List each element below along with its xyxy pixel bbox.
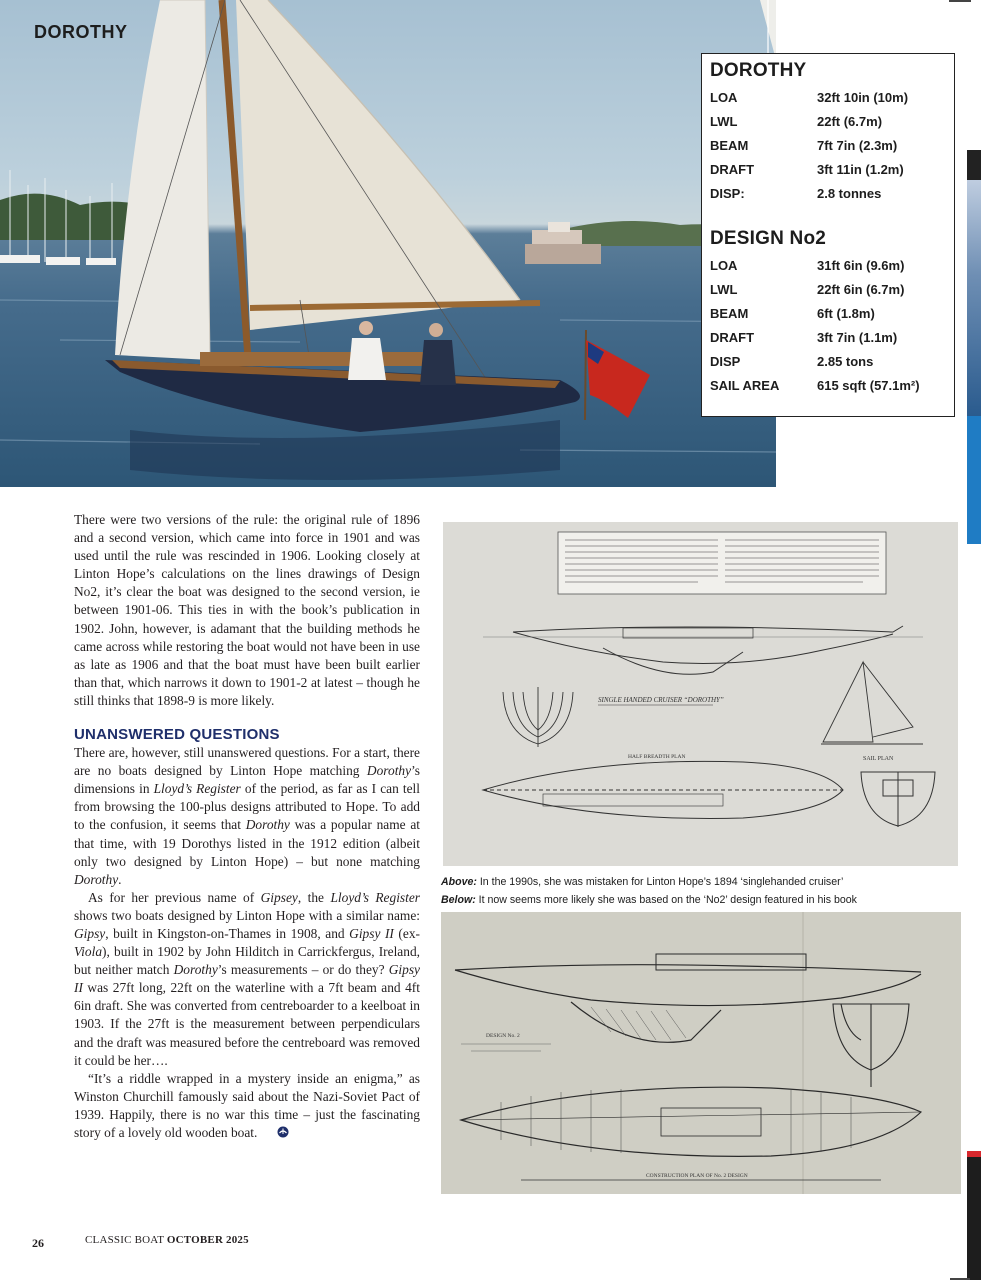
section-heading: UNANSWERED QUESTIONS [74,726,280,744]
spec-row [710,326,954,350]
spec-value: 2.8 tonnes [817,186,882,201]
side-tab-black [967,1157,981,1280]
text-run: ), built in 1902 by John Hilditch in Carrickfergus, Ireland, but neither match [74,944,420,978]
spec-label: DRAFT [710,330,755,345]
caption-text: It now seems more likely she was based on the ‘No2’ design featured in his book [475,894,857,906]
boat-name: Viola [74,944,103,960]
image-captions [441,873,961,909]
photo-caption: DOROTHY [34,22,128,42]
spec-title-design-no2: DESIGN No2 [710,228,827,249]
paragraph-rule-versions: There were two versions of the rule: the original rule of 1896 and a second version, which came into force in 1901 and was used until the rule was rescinded in 1906. Looking closely at Linton Hope’s calculations on the lines drawings of Design No2, it’s clear the boat was designed to the second version, ie between 1901-06. This ties in with the book’s publication in 1902. John, however, is adamant that the building methods he came across while restoring the boat would not have been in use as late as 1906 and that the boat must have been built earlier than that, which narrows it down to 1901-2 at latest – though he still thinks that 1898-9 is more likely. [74,512,420,708]
boat-name: Dorothy [245,817,290,833]
crop-mark [949,0,971,2]
drawing-title: SINGLE HANDED CRUISER “DOROTHY” [598,696,724,704]
spec-title-dorothy: DOROTHY [710,60,807,81]
spec-row [710,278,954,302]
boat-name: Gipsey [260,889,298,905]
spec-value: 6ft (1.8m) [817,306,875,321]
text-run: . [118,871,122,887]
text-run: shows two boats designed by Linton Hope with a similar name: [74,907,420,923]
specifications-box [701,53,955,417]
lines-drawing-singlehanded-cruiser [443,522,958,866]
text-run: There are, however, still unanswered questions. For a start, there are no boats designed by Linton Hope matching [74,745,420,779]
boat-name: Gipsy [74,925,106,941]
text-run: “It’s a riddle wrapped in a mystery inside an enigma,” as Winston Churchill famously said about the Nazi-Soviet Pact of 1939. Happily, there is no war this time – just the fascinating story of a lovely old wooden boat. [74,1070,420,1140]
text-run: was a popular name at that time, with 19 Dorothys listed in the 1912 edition (albeit only two designed by Linton Hope) – but none matching [74,817,420,869]
end-of-article-icon [263,1125,289,1143]
boat-name: Dorothy [74,871,119,887]
caption-below [441,891,961,909]
paragraph-unanswered [74,744,420,889]
spec-label: DISP [710,354,741,369]
text-run: As for her previous name of [88,889,261,905]
spec-label: LOA [710,258,738,273]
spec-value: 22ft 6in (6.7m) [817,282,905,297]
spec-value: 32ft 10in (10m) [817,90,909,105]
caption-text: In the 1990s, she was mistaken for Linton Hope’s 1894 ‘singlehanded cruiser’ [476,876,844,888]
caption-above [441,873,961,891]
sailing-boat-scene [0,0,776,487]
spec-row [710,350,954,374]
boat-name: Dorothy [366,763,412,779]
drawing-subtitle: CONSTRUCTION PLAN OF No. 2 DESIGN [646,1173,748,1179]
spec-label: BEAM [710,306,749,321]
spec-label: SAIL AREA [710,378,780,393]
text-run: of the period, as far as I can tell from browsing the 100-plus designs attributed to Hope. To add to the confusion, it seems that [74,781,420,833]
text-run: was 27ft long, 22ft on the waterline with a 7ft beam and 4ft 6in draft. She was converted from centreboarder to a keelboat in 1903. If the 27ft is the measurement between perpendiculars and the draft was measured before the centreboard was removed it could be her…. [74,980,420,1068]
page-number: 26 [32,1236,44,1250]
paragraph-previous-name [74,889,420,1070]
spec-label: DRAFT [710,162,755,177]
text-run: (ex- [393,925,420,941]
spec-row [710,182,954,206]
side-tab-photo-strip [967,180,981,416]
footer-magazine-issue [85,1234,249,1246]
paragraph-churchill [74,1070,420,1143]
text-run: ’s dimensions in [74,763,420,797]
spec-row [710,254,954,278]
caption-label: Below: [441,894,476,906]
red-ensign [585,330,650,420]
drawing-title: DESIGN No. 2 [486,1033,520,1039]
publication-name: Lloyd’s Register [330,889,421,905]
hero-photo [0,0,776,487]
side-tab-blue [967,416,981,544]
spec-value: 615 sqft (57.1m²) [817,378,920,393]
spec-value: 3ft 11in (1.2m) [817,162,904,177]
spec-label: DISP: [710,186,745,201]
article-column [74,511,420,1143]
spec-value: 22ft (6.7m) [817,114,883,129]
spec-row [710,134,954,158]
boat-name: Gipsy II [74,962,420,996]
spec-value: 31ft 6in (9.6m) [817,258,905,273]
construction-plan-design-no2 [441,912,961,1194]
drawing-label: SAIL PLAN [863,756,894,762]
spec-row [710,302,954,326]
publication-name: Lloyd’s Register [153,781,241,797]
magazine-name: CLASSIC BOAT [85,1234,164,1246]
spec-row [710,374,954,398]
spec-value: 7ft 7in (2.3m) [817,138,898,153]
spec-label: BEAM [710,138,749,153]
spec-label: LWL [710,282,738,297]
text-run: , built in Kingston-on-Thames in 1908, and [105,925,350,941]
boat-name: Dorothy [173,962,218,978]
caption-label: Above: [441,876,477,888]
spec-row [710,86,954,110]
text-run: , the [297,889,331,905]
side-tab-dark [967,150,981,180]
drawing-label: HALF BREADTH PLAN [628,754,686,760]
spec-value: 3ft 7in (1.1m) [817,330,898,345]
issue-date: OCTOBER 2025 [166,1234,249,1246]
spec-label: LWL [710,114,738,129]
spec-row [710,110,954,134]
boat-name: Gipsy II [349,925,394,941]
spec-value: 2.85 tons [817,354,874,369]
spec-row [710,158,954,182]
text-run: ’s measurements – or do they? [217,962,389,978]
spec-label: LOA [710,90,738,105]
